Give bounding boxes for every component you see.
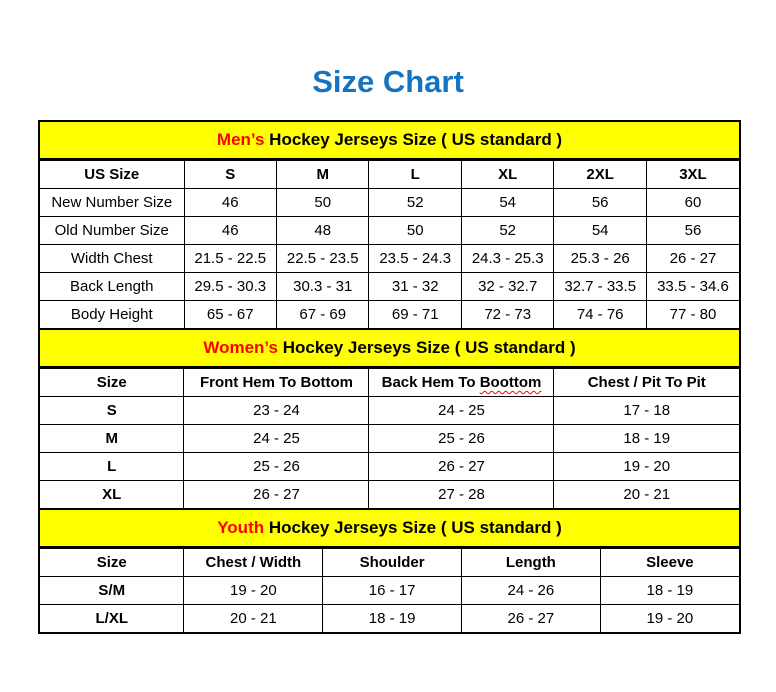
mens-section-header [40, 122, 739, 160]
mens-column-header: S [184, 161, 276, 189]
womens-size-cell: 25 - 26 [184, 453, 369, 481]
womens-section-highlight: Women’s [203, 338, 278, 357]
youth-size-table [40, 509, 739, 632]
youth-header-row [40, 549, 739, 577]
mens-column-header: L [369, 161, 461, 189]
womens-row-label: S [40, 397, 184, 425]
womens-size-cell: 26 - 27 [369, 453, 554, 481]
mens-size-cell: 52 [461, 217, 553, 245]
mens-size-cell: 60 [646, 189, 739, 217]
mens-size-cell: 22.5 - 23.5 [276, 245, 368, 273]
youth-column-header: Sleeve [600, 549, 739, 577]
youth-size-cell: 19 - 20 [184, 577, 323, 605]
mens-size-cell: 50 [369, 217, 461, 245]
womens-size-cell: 17 - 18 [554, 397, 739, 425]
mens-column-header: M [276, 161, 368, 189]
mens-table-row [40, 217, 739, 245]
womens-size-cell: 24 - 25 [184, 425, 369, 453]
womens-table-row [40, 425, 739, 453]
youth-size-cell: 24 - 26 [461, 577, 600, 605]
youth-row-label: S/M [40, 577, 184, 605]
womens-column-header: Front Hem To Bottom [184, 369, 369, 397]
womens-section-title: Hockey Jerseys Size ( US standard ) [277, 338, 576, 357]
mens-column-header: 3XL [646, 161, 739, 189]
misspelled-word: Boottom [479, 374, 542, 391]
mens-size-cell: 74 - 76 [554, 301, 646, 329]
womens-row-label: M [40, 425, 184, 453]
mens-table-row [40, 301, 739, 329]
mens-size-cell: 23.5 - 24.3 [369, 245, 461, 273]
mens-size-cell: 46 [184, 217, 276, 245]
womens-table [40, 368, 739, 509]
mens-column-header: 2XL [554, 161, 646, 189]
womens-size-cell: 18 - 19 [554, 425, 739, 453]
womens-size-cell: 27 - 28 [369, 481, 554, 509]
youth-size-cell: 18 - 19 [323, 605, 462, 633]
youth-section-title: Hockey Jerseys Size ( US standard ) [264, 518, 562, 537]
mens-row-label: Back Length [40, 273, 184, 301]
youth-section-header [40, 509, 739, 548]
mens-section-highlight: Men’s [216, 130, 265, 149]
youth-row-label: L/XL [40, 605, 184, 633]
mens-row-label: Old Number Size [40, 217, 184, 245]
youth-column-header: Length [461, 549, 600, 577]
youth-column-header: Size [40, 549, 184, 577]
womens-column-header: Size [40, 369, 184, 397]
mens-table-row [40, 245, 739, 273]
mens-size-cell: 77 - 80 [646, 301, 739, 329]
youth-size-cell: 19 - 20 [600, 605, 739, 633]
mens-size-table [40, 122, 739, 329]
womens-size-cell: 26 - 27 [184, 481, 369, 509]
mens-size-cell: 30.3 - 31 [276, 273, 368, 301]
youth-size-cell: 16 - 17 [323, 577, 462, 605]
womens-row-label: XL [40, 481, 184, 509]
mens-size-cell: 26 - 27 [646, 245, 739, 273]
mens-size-cell: 21.5 - 22.5 [184, 245, 276, 273]
mens-section-title: Hockey Jerseys Size ( US standard ) [264, 130, 563, 149]
womens-size-cell: 19 - 20 [554, 453, 739, 481]
mens-row-label: New Number Size [40, 189, 184, 217]
size-chart-tables [38, 120, 741, 634]
mens-column-header: US Size [40, 161, 184, 189]
youth-table [40, 548, 739, 632]
youth-table-row [40, 605, 739, 633]
womens-table-row [40, 397, 739, 425]
mens-size-cell: 54 [554, 217, 646, 245]
mens-size-cell: 67 - 69 [276, 301, 368, 329]
womens-table-row [40, 481, 739, 509]
mens-size-cell: 32 - 32.7 [461, 273, 553, 301]
mens-size-cell: 69 - 71 [369, 301, 461, 329]
mens-column-header: XL [461, 161, 553, 189]
mens-size-cell: 52 [369, 189, 461, 217]
mens-size-cell: 50 [276, 189, 368, 217]
mens-row-label: Body Height [40, 301, 184, 329]
mens-size-cell: 33.5 - 34.6 [646, 273, 739, 301]
mens-size-cell: 31 - 32 [369, 273, 461, 301]
womens-size-cell: 20 - 21 [554, 481, 739, 509]
womens-size-cell: 24 - 25 [369, 397, 554, 425]
womens-size-cell: 23 - 24 [184, 397, 369, 425]
mens-size-cell: 29.5 - 30.3 [184, 273, 276, 301]
mens-table-row [40, 189, 739, 217]
mens-size-cell: 25.3 - 26 [554, 245, 646, 273]
womens-row-label: L [40, 453, 184, 481]
mens-header-row [40, 161, 739, 189]
womens-table-row [40, 453, 739, 481]
mens-size-cell: 32.7 - 33.5 [554, 273, 646, 301]
womens-size-cell: 25 - 26 [369, 425, 554, 453]
mens-size-cell: 65 - 67 [184, 301, 276, 329]
mens-size-cell: 54 [461, 189, 553, 217]
mens-table-row [40, 273, 739, 301]
mens-row-label: Width Chest [40, 245, 184, 273]
page-title: Size Chart [312, 64, 464, 99]
mens-size-cell: 24.3 - 25.3 [461, 245, 553, 273]
youth-size-cell: 18 - 19 [600, 577, 739, 605]
mens-table [40, 160, 739, 329]
mens-size-cell: 48 [276, 217, 368, 245]
womens-column-header: Back Hem To Boottom [369, 369, 554, 397]
mens-size-cell: 56 [646, 217, 739, 245]
womens-column-header: Chest / Pit To Pit [554, 369, 739, 397]
womens-size-table [40, 329, 739, 509]
youth-column-header: Chest / Width [184, 549, 323, 577]
mens-size-cell: 46 [184, 189, 276, 217]
youth-size-cell: 20 - 21 [184, 605, 323, 633]
youth-size-cell: 26 - 27 [461, 605, 600, 633]
womens-section-header [40, 329, 739, 368]
youth-section-highlight: Youth [217, 518, 265, 537]
youth-table-row [40, 577, 739, 605]
youth-column-header: Shoulder [323, 549, 462, 577]
womens-header-row [40, 369, 739, 397]
mens-size-cell: 56 [554, 189, 646, 217]
mens-size-cell: 72 - 73 [461, 301, 553, 329]
